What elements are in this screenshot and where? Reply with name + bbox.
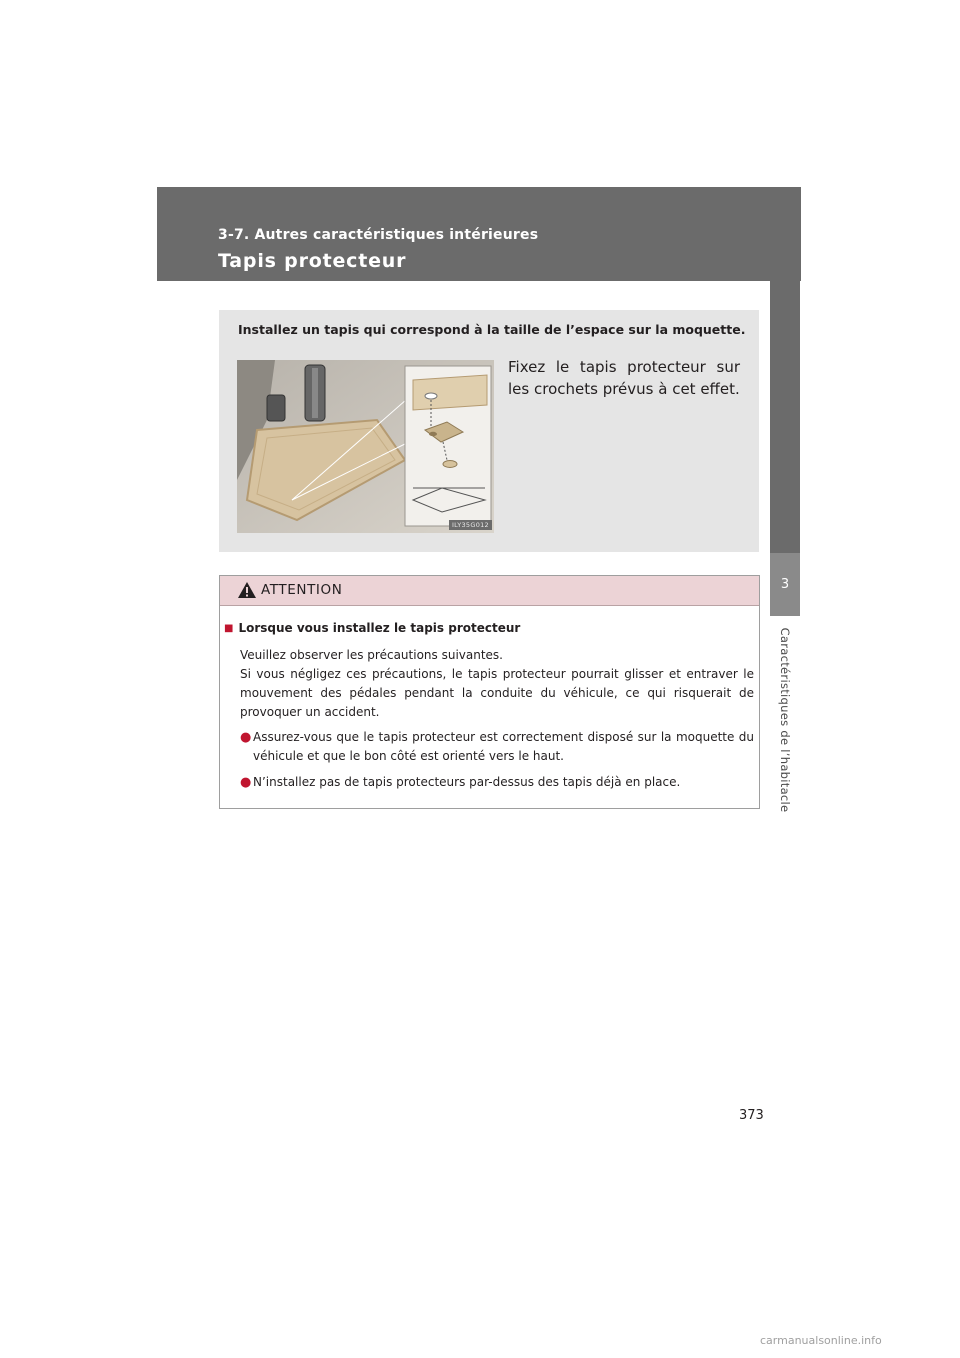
warning-box xyxy=(219,575,760,809)
square-bullet-icon: ■ xyxy=(224,623,234,634)
warning-bullet-text: Assurez-vous que le tapis protecteur est correctement disposé sur la moquette du véhicule et que le bon côté est orienté vers le haut. xyxy=(253,730,754,763)
info-title: Installez un tapis qui correspond à la taille de l’espace sur la moquette. xyxy=(238,322,746,337)
warning-paragraph xyxy=(240,646,754,722)
callout-text: Fixez le tapis protecteur sur les crochets prévus à cet effet. xyxy=(508,358,740,398)
info-box xyxy=(219,310,759,552)
warning-bullet-item xyxy=(240,728,754,766)
warning-intro-text: Si vous négligez ces précautions, le tapis protecteur pourrait glisser et entraver le mouvement des pédales pendant la conduite du véhicule, ce qui risquerait de provoquer un accident. xyxy=(240,667,754,719)
warning-header xyxy=(220,576,759,606)
warning-intro-line: Veuillez observer les précautions suivantes. xyxy=(240,648,503,662)
warning-bullet-item xyxy=(240,773,754,792)
watermark-text: carmanualsonline.info xyxy=(760,1334,882,1347)
chapter-side-tab xyxy=(770,187,800,553)
bullet-dot-icon: ● xyxy=(240,730,252,745)
warning-heading xyxy=(224,621,520,635)
warning-bullet-text: N’installez pas de tapis protecteurs par-dessus des tapis déjà en place. xyxy=(253,775,681,789)
warning-label: ATTENTION xyxy=(261,582,343,598)
chapter-number: 3 xyxy=(770,553,800,616)
section-label: 3-7. Autres caractéristiques intérieures xyxy=(218,227,539,243)
floor-mat-illustration xyxy=(237,360,494,533)
warning-heading-text: Lorsque vous installez le tapis protecteur xyxy=(238,621,521,635)
page-title: Tapis protecteur xyxy=(218,250,407,272)
chapter-label: Caractéristiques de l’habitacle xyxy=(778,627,792,813)
bullet-dot-icon: ● xyxy=(240,775,252,790)
page-header xyxy=(157,187,801,281)
warning-triangle-icon xyxy=(237,581,257,599)
page-number: 373 xyxy=(739,1108,764,1123)
floor-mat-drawing xyxy=(237,360,494,533)
figure-code: ILY35G012 xyxy=(449,520,492,530)
